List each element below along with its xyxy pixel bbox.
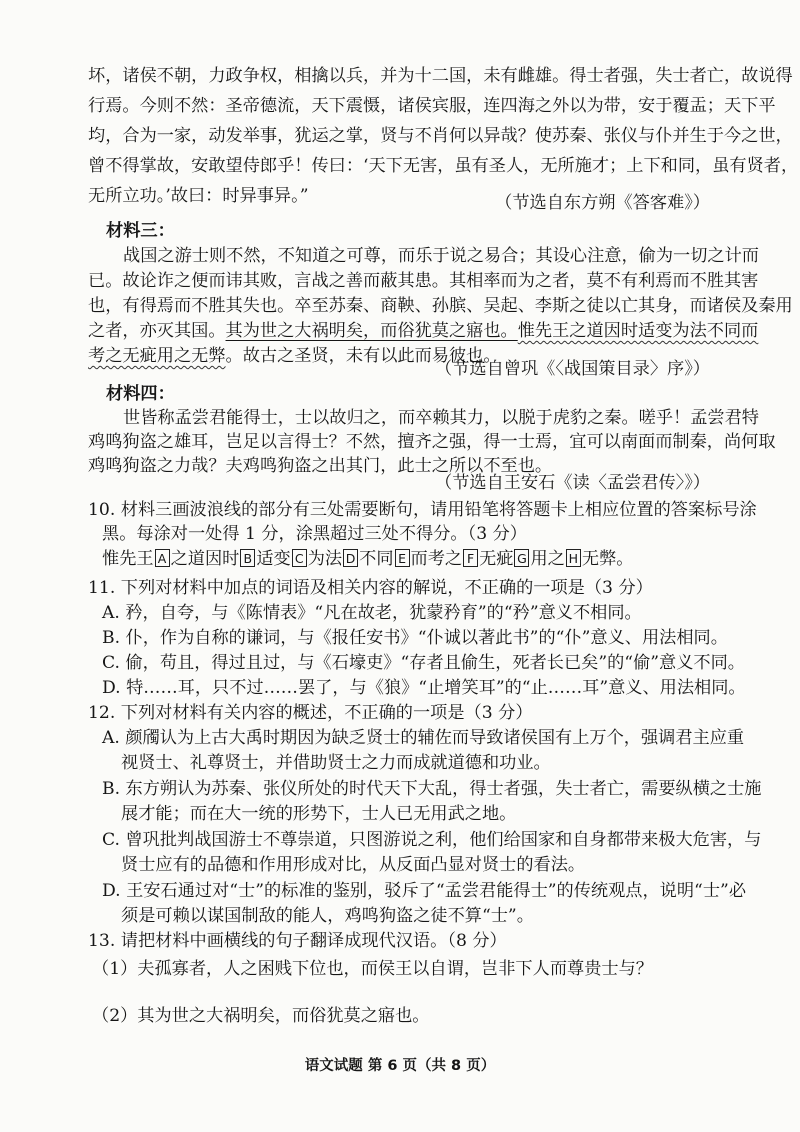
question-10-stem: 黑。每涂对一处得 1 分，涂黑超过三处不得分。（3 分）: [102, 524, 527, 544]
option-d-cont: 须是可赖以谋国制敌的能人，鸡鸣狗盗之徒不算“士”。: [121, 906, 534, 926]
question-10-answer-line: [102, 546, 633, 572]
plain-text: 。故古之圣贤，未有以此而易彼也。: [225, 346, 501, 366]
source-citation: （节选自东方朔《答客难》）: [495, 193, 710, 213]
translation-sentence-2: （2）其为世之大祸明矣，而俗犹莫之寤也。: [92, 1006, 430, 1026]
answer-box-c[interactable]: C: [292, 549, 307, 567]
question-13-stem: 13. 请把材料中画横线的句子翻译成现代汉语。（8 分）: [88, 931, 507, 951]
answer-box-g[interactable]: G: [514, 549, 529, 567]
option-c-cont: 贤士应有的品德和作用形成对比，从反面凸显对贤士的看法。: [121, 855, 586, 875]
passage-line: 无所立功。’故曰：时异事异。”: [88, 186, 309, 206]
segment-text: 用之: [530, 549, 565, 569]
answer-box-e[interactable]: E: [395, 549, 410, 567]
option-b: B. 仆，作为自称的谦词，与《报任安书》“仆诚以著此书”的“仆”意义、用法相同。: [102, 628, 728, 648]
source-citation: （节选自曾巩《〈战国策目录〉序》）: [435, 359, 710, 379]
option-c: C. 偷，苟且，得过且过，与《石壕吏》“存者且偷生，死者长已矣”的“偷”意义不同。: [102, 653, 745, 673]
answer-box-h[interactable]: H: [566, 549, 581, 567]
passage-line: 已。故论诈之便而讳其败，言战之善而蔽其患。其相率而为之者，莫不有利焉而不胜其害: [88, 271, 759, 291]
passage-line: 也，有得焉而不胜其失也。卒至苏秦、商鞅、孙膑、吴起、李斯之徒以亡其身，而诸侯及秦用: [88, 296, 793, 316]
option-d: D. 王安石通过对“士”的标准的鉴别，驳斥了“孟尝君能得士”的传统观点，说明“士”必: [102, 881, 747, 901]
plain-text: 之者，亦灭其国。: [88, 321, 226, 341]
passage-line: 曾不得掌故，安敢望侍郎乎！传曰：‘天下无害，虽有圣人，无所施才；上下和同，虽有贤者，: [88, 156, 799, 176]
segment-text: 惟先王: [102, 549, 154, 569]
segment-text: 而考之: [410, 549, 463, 569]
segment-text: 为法: [307, 549, 343, 569]
segment-text: 无疵: [479, 549, 514, 569]
passage-line: 鸡鸣狗盗之雄耳，岂足以言得士？不然，擅齐之强，得一士焉，宜可以南面而制秦，尚何取: [88, 432, 776, 452]
option-b-cont: 展才能；而在大一统的形势下，士人已无用武之地。: [121, 804, 517, 824]
question-10-stem: 10. 材料三画波浪线的部分有三处需要断句，请用铅笔将答题卡上相应位置的答案标号涂: [88, 500, 757, 520]
wavy-underlined-text: 考之无疵用之无弊: [88, 346, 226, 366]
source-citation: （节选自王安石《读〈孟尝君传〉》）: [435, 473, 710, 493]
question-12-stem: 12. 下列对材料有关内容的概述，不正确的一项是（3 分）: [88, 703, 533, 723]
translation-sentence-1: （1）夫孤寡者，人之困贱下位也，而侯王以自谓，岂非下人而尊贵士与？: [92, 959, 653, 979]
passage-line: 战国之游士则不然，不知道之可尊，而乐于说之易合；其设心注意，偷为一切之计而: [123, 246, 759, 266]
segment-text: 之道因时: [170, 549, 240, 569]
wavy-underlined-text: 惟先王之道因时适变为法不同而: [517, 321, 759, 341]
option-c: C. 曾巩批判战国游士不尊崇道，只图游说之利，他们给国家和自身都带来极大危害，与: [102, 830, 762, 850]
page-footer: 语文试题 第 6 页（共 8 页）: [304, 1058, 496, 1074]
option-a: A. 矜，自夸，与《陈情表》“凡在故老，犹蒙矜育”的“矜”意义不相同。: [102, 603, 642, 623]
passage-line: 世皆称孟尝君能得士，士以故归之，而卒赖其力，以脱于虎豹之秦。嗟乎！孟尝君特: [123, 408, 759, 428]
segment-text: 无弊。: [581, 549, 634, 569]
passage-line: 行焉。今则不然：圣帝德流，天下震慑，诸侯宾服，连四海之外以为带，安于覆盂；天下平: [88, 96, 776, 116]
passage-line: [88, 318, 758, 344]
passage-line: 坏，诸侯不朝，力政争权，相擒以兵，并为十二国，未有雌雄。得士者强，失士者亡，故说得: [88, 66, 793, 86]
segment-text: 适变: [256, 549, 291, 569]
answer-box-f[interactable]: F: [463, 549, 478, 567]
answer-box-a[interactable]: A: [155, 549, 170, 567]
question-11-stem: 11. 下列对材料中加点的词语及相关内容的解说，不正确的一项是（3 分）: [88, 578, 653, 598]
answer-box-d[interactable]: D: [343, 549, 358, 567]
option-d: D. 特……耳，只不过……罢了，与《狼》“止增笑耳”的“止……耳”意义、用法相同。: [102, 678, 746, 698]
material-heading: 材料三：: [106, 221, 175, 241]
passage-line: 鸡鸣狗盗之力哉？夫鸡鸣狗盗之出其门，此士之所以不至也。: [88, 456, 553, 476]
option-b: B. 东方朔认为苏秦、张仪所处的时代天下大乱，得士者强，失士者亡，需要纵横之士施: [102, 779, 762, 799]
passage-line: 均，合为一家，动发举事，犹运之掌，贤与不肖何以异哉？使苏秦、张仪与仆并生于今之世，: [88, 126, 793, 146]
option-a-cont: 视贤士、礼尊贤士，并借助贤士之力而成就道德和功业。: [121, 753, 551, 773]
option-a: A. 颜斶认为上古大禹时期因为缺乏贤士的辅佐而导致诸侯国有上万个，强调君主应重: [102, 728, 745, 748]
segment-text: 不同: [359, 549, 394, 569]
answer-box-b[interactable]: B: [240, 549, 255, 567]
material-heading: 材料四：: [106, 384, 175, 404]
underlined-sentence: 其为世之大祸明矣，而俗犹莫之寤也。: [225, 321, 518, 341]
